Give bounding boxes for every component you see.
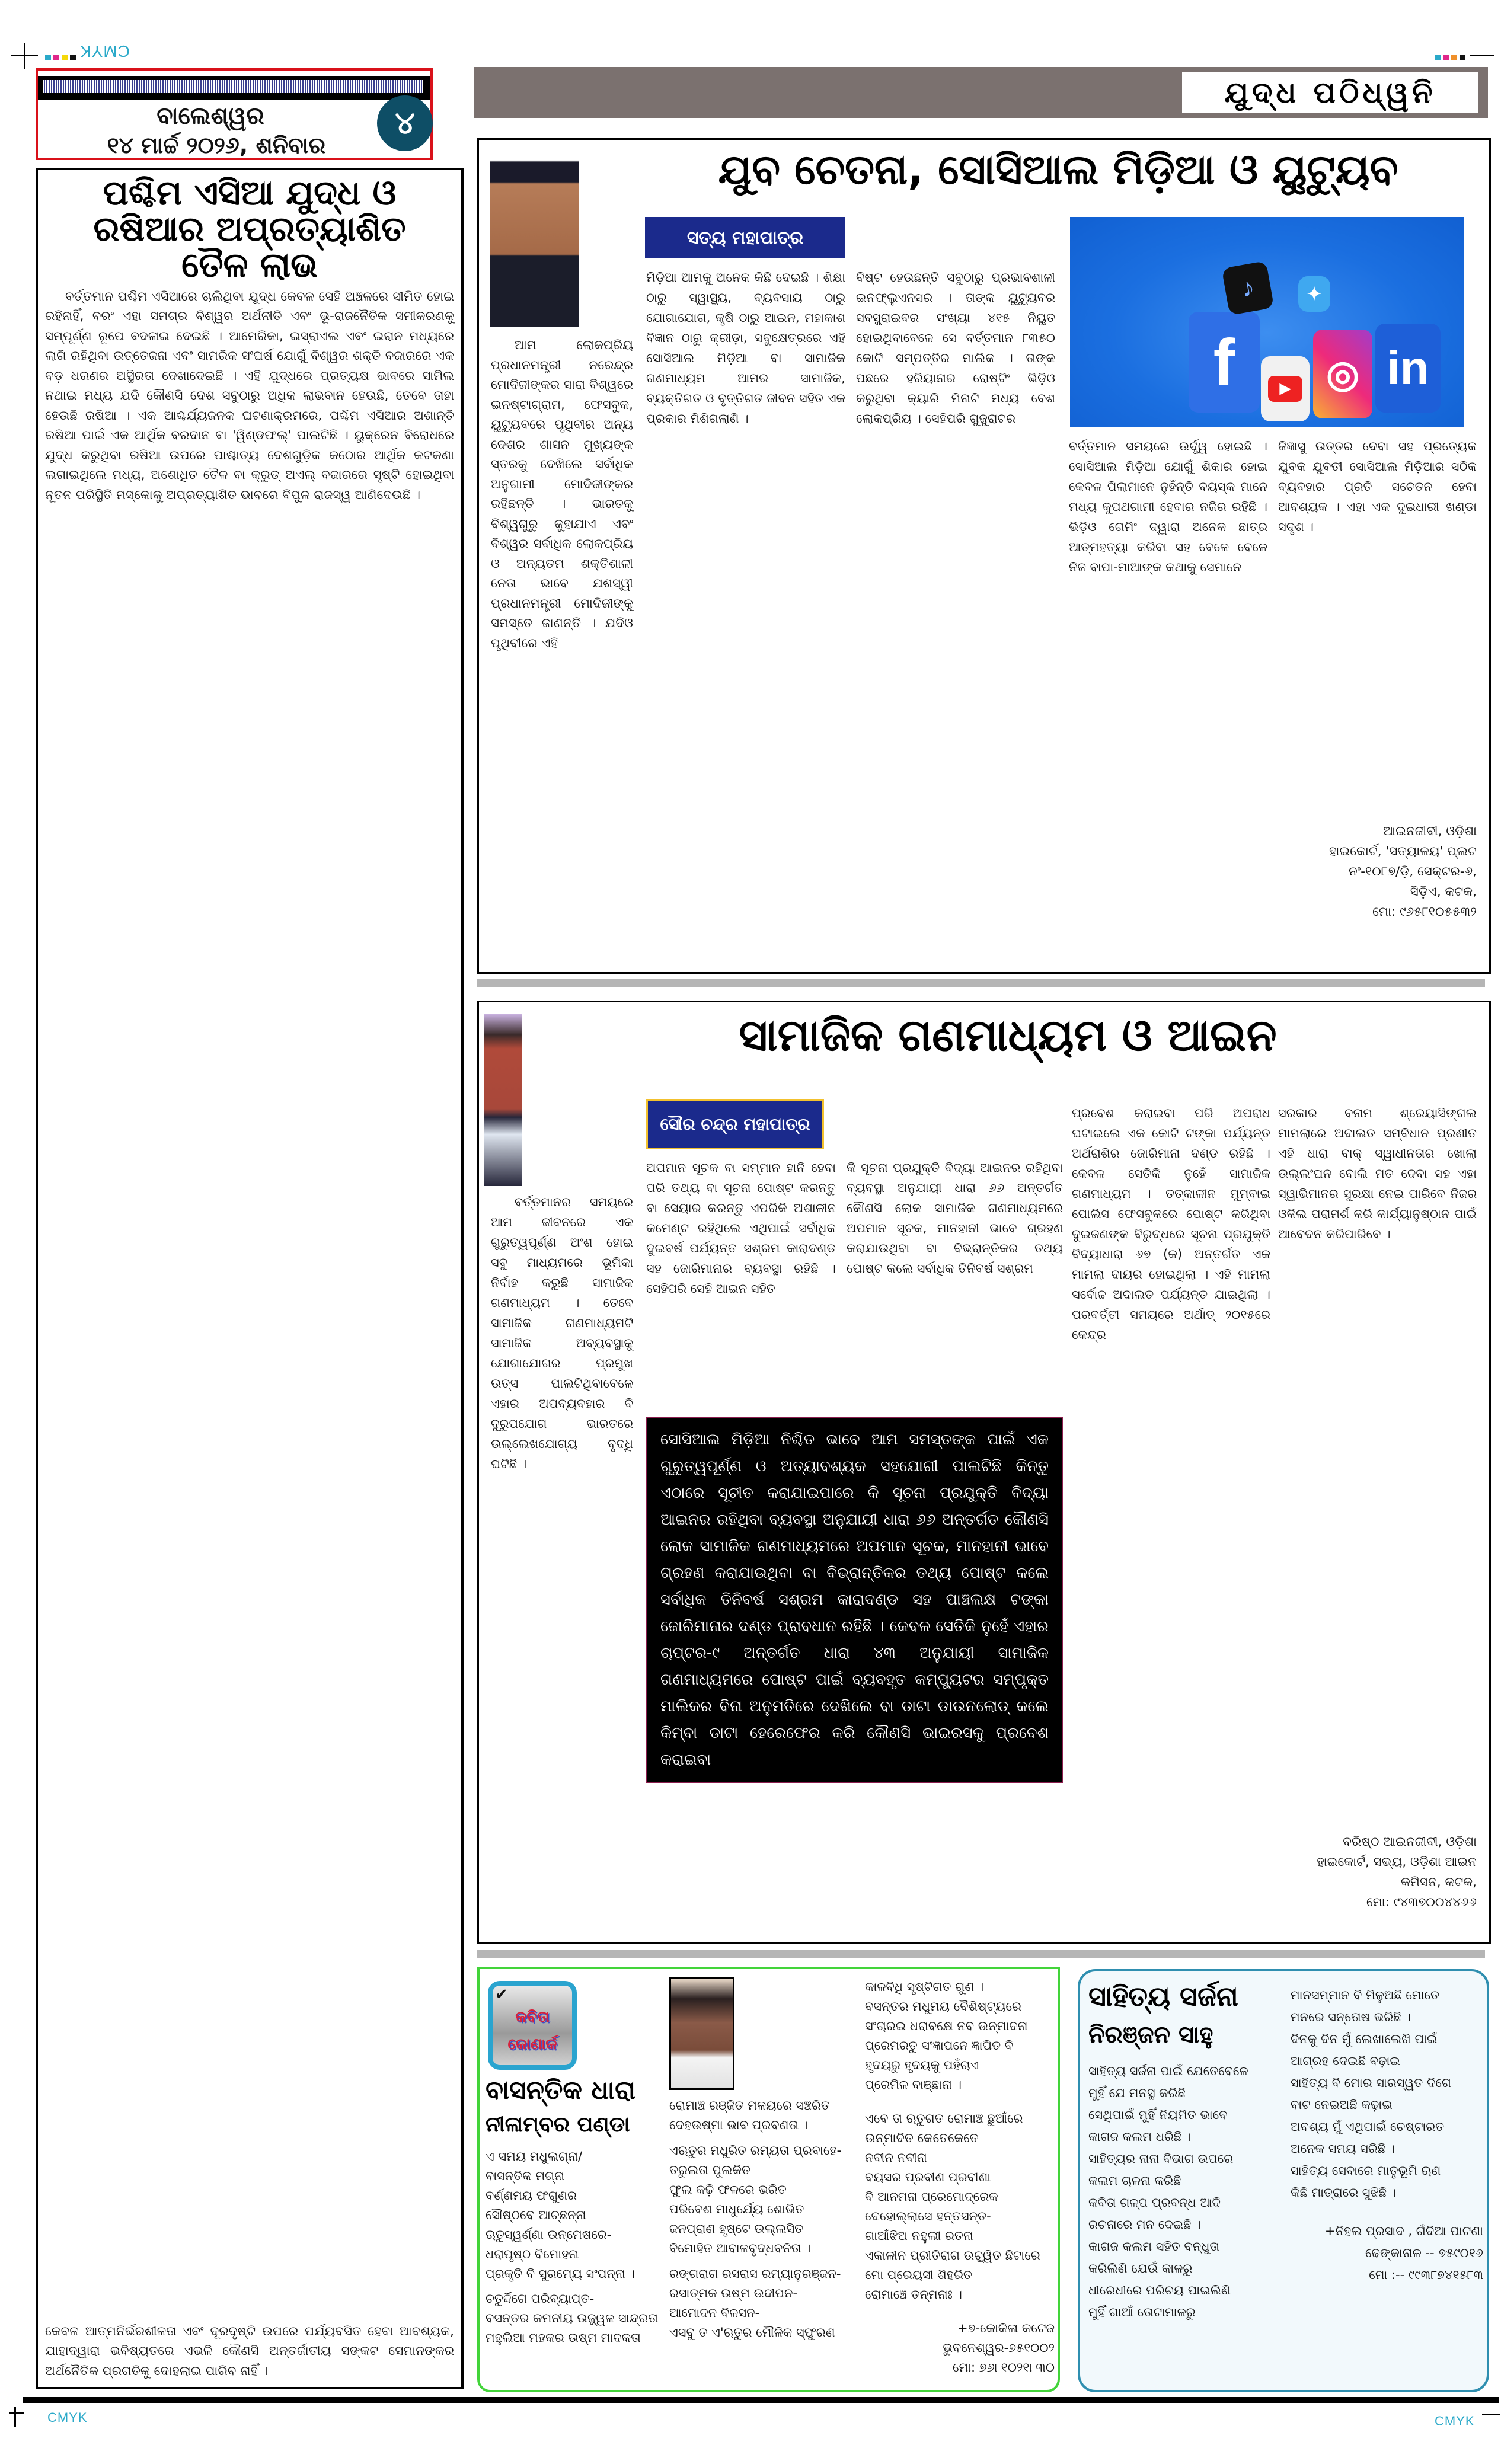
article-column-a: ମିଡ଼ିଆ ଆମକୁ ଅନେକ କିଛି ଦେଇଛି । ଶିକ୍ଷା ଠାରୁ ସ୍ୱାସ୍ଥ୍ୟ, ବ୍ୟବସାୟ ଠାରୁ ଯୋଗାଯୋଗ, କୃଷି ଠାରୁ ଆଇନ, ମହାକାଶ ବିଜ୍ଞାନ ଠାରୁ କ୍ରୀଡ଼ା, ସବୁକ୍ଷେତ୍ରରେ ଏହି ସୋସିଆଲ ମିଡ଼ିଆ ବା ସାମାଜିକ ଗଣମାଧ୍ୟମ ଆମର ସାମାଜିକ, ବ୍ୟକ୍ତିଗତ ଓ ବୃତ୍ତିଗତ ଜୀବନ ସହିତ ଏକ ପ୍ରକାର ମିଶିଗଲାଣି ।: [646, 270, 845, 426]
author-address: ଆଇନଜୀବୀ, ଓଡ଼ିଶା ହାଇକୋର୍ଟ, 'ସତ୍ୟାଳୟ' ପ୍ଲଟ ନଂ-୧୦୮୭/ଡ଼ି, ସେକ୍ଟର-୬, ସିଡ଼ିଏ, କଟକ, ମୋ: ୯୬୫୮୧୦୫୫୩୨: [1328, 824, 1477, 919]
page-number-badge: ୪: [377, 95, 433, 151]
poem-basantika-dhara: [477, 1967, 1060, 2392]
author-byline: ସତ୍ୟ ମହାପାତ୍ର: [645, 217, 845, 258]
tiktok-icon: ♪: [1222, 261, 1275, 315]
masthead-box: [36, 68, 433, 160]
edition-city: ବାଲେଶ୍ୱର: [157, 103, 264, 130]
page-bottom-rule: [23, 2397, 1499, 2403]
brand-band: [474, 67, 1488, 118]
poem-author: ନିରଞ୍ଜନ ସାହୁ: [1088, 2021, 1213, 2048]
poet-photo: [669, 1977, 734, 2090]
poem-stanza: ରଙ୍ଗରାଗ ରସରାସ ରମ୍ୟାନୁରଞ୍ଜନ- ରସାତ୍ମକ ଉଷ୍ମ ଉଦ୍ଦୀପନ- ଆମୋଦନ ବିଳସନ- ଏସବୁ ତ ଏ'ଋତୁର ମୌଳିକ ସ୍ଫୁରଣ: [669, 2267, 841, 2340]
poem-column: ମାନସମ୍ମାନ ବି ମିଳୁଅଛି ମୋତେ ମନରେ ସନ୍ତୋଷ ଭରିଛି । ଦିନକୁ ଦିନ ମୁଁ ଲେଖାଲେଖି ପାଇଁ ଆଗ୍ରହ ଦେଇଛି ବଢ଼ାଇ ସାହିତ୍ୟ ବି ମୋର ସାରସ୍ୱତ ଦିଗେ ବାଟ ନେଇଅଛି କଢ଼ାଇ ଅବଶ୍ୟ ମୁଁ ଏଥିପାଇଁ ଚେଷ୍ଟାରତ ଅନେକ ସମୟ ସରିଛି । ସାହିତ୍ୟ ସେବାରେ ମାତୃଭୂମି ଋଣ କିଛି ମାତ୍ରାରେ ସୁଝିଛି ।: [1291, 1988, 1451, 2200]
poem-stanza: କାଳବିଧି ସୃଷ୍ଟିଗତ ଗୁଣ । ବସନ୍ତର ମଧୁମୟ ବୈଶିଷ୍ଟ୍ୟରେ ସଂଚାରଇ ଧରାବକ୍ଷେ ନବ ଉନ୍ମାଦନା ପ୍ରେମରତୁ ସଂଜ୍ଞାପନେ ଜ୍ଞାପିତ ବି ହୃଦୟରୁ ହୃଦୟକୁ ପହଁଚାଏ ପ୍ରେମିଳ ବାଞ୍ଛାନା ।: [865, 1980, 1028, 2092]
author-byline: ସୌର ଚନ୍ଦ୍ର ମହାପାତ୍ର: [646, 1099, 824, 1149]
newspaper-logo: ଯୁଦ୍ଧ ପଠିଧ୍ୱନି: [1182, 72, 1478, 113]
article-column-b: କି ସୂଚନା ପ୍ରଯୁକ୍ତି ବିଦ୍ୟା ଆଇନର ରହିଥିବା ବ୍ୟବସ୍ଥା ଅନୁଯାୟୀ ଧାରା ୬୬ ଅନ୍ତର୍ଗତ କୌଣସି ଲୋକ ସାମାଜିକ ଗଣମାଧ୍ୟମରେ ଅପମାନ ସୂଚକ, ମାନହାନୀ ଭାବେ ଗ୍ରହଣ କରାଯାଉଥିବା ବା ବିଭ୍ରାନ୍ତିକର ତଥ୍ୟ ପୋଷ୍ଟ କଲେ ସର୍ବାଧିକ ତିନିବର୍ଷ ସଶ୍ରମ: [847, 1161, 1063, 1276]
article-oil-windfall: [36, 168, 464, 2389]
author-photo: [490, 146, 579, 327]
callout-quote-box: ସୋସିଆଲ ମିଡ଼ିଆ ନିଶ୍ଚିତ ଭାବେ ଆମ ସମସ୍ତଙ୍କ ପାଇଁ ଏକ ଗୁରୁତ୍ୱପୂର୍ଣ୍ଣ ଓ ଅତ୍ୟାବଶ୍ୟକ ସହଯୋଗୀ ପାଲଟିଛି କିନ୍ତୁ ଏଠାରେ ସୂଚୀତ କରାଯାଇପାରେ କି ସୂଚନା ପ୍ରଯୁକ୍ତି ବିଦ୍ୟା ଆଇନର ରହିଥିବା ବ୍ୟବସ୍ଥା ଅନୁଯାୟୀ ଧାରା ୬୬ ଅନ୍ତର୍ଗତ କୌଣସି ଲୋକ ସାମାଜିକ ଗଣମାଧ୍ୟମରେ ଅପମାନ ସୂଚକ, ମାନହାନୀ ଭାବେ ଗ୍ରହଣ କରାଯାଉଥିବା ବା ବିଭ୍ରାନ୍ତିକର ତଥ୍ୟ ପୋଷ୍ଟ କଲେ ସର୍ବାଧିକ ତିନିବର୍ଷ ସଶ୍ରମ କାରାଦଣ୍ଡ ସହ ପାଞ୍ଚଲକ୍ଷ ଟଙ୍କା ଜୋରିମାନାର ଦଣ୍ଡ ପ୍ରାବଧାନ ରହିଛି । କେବଳ ସେତିକି ନୁହେଁ ଏହାର ଚାପ୍ଟର-୯ ଅନ୍ତର୍ଗତ ଧାରା ୪୩ ଅନୁଯାୟୀ ସାମାଜିକ ଗଣମାଧ୍ୟମରେ ପୋଷ୍ଟ ପାଇଁ ବ୍ୟବହୃତ କମ୍ପ୍ୟୁଟର ସମ୍ପୃକ୍ତ ମାଲିକର ବିନା ଅନୁମତିରେ ଦେଖିଲେ ବା ଡାଟା ଡାଉନଲୋଡ୍ କଲେ କିମ୍ବା ଡାଟା ହେରେଫେର କରି କୌଣସି ଭାଇରସକୁ ପ୍ରବେଶ କରାଇବା: [646, 1417, 1063, 1783]
article-column-narrow: ଆମ ଲୋକପ୍ରିୟ ପ୍ରଧାନମନ୍ତ୍ରୀ ନରେନ୍ଦ୍ର ମୋଦିଜୀଙ୍କର ସାରା ବିଶ୍ୱରେ ଇନଷ୍ଟାଗ୍ରାମ, ଫେସବୁକ, ୟୁଟ୍ୟୁବରେ ପୃଥିବୀର ଅନ୍ୟ ଦେଶର ଶାସନ ମୁଖ୍ୟଙ୍କ ସ୍ତରକୁ ଦେଖିଲେ ସର୍ବାଧିକ ଅନୁଗାମୀ ମୋଦିଜୀଙ୍କର ରହିଛନ୍ତି । ଭାରତକୁ ବିଶ୍ୱଗୁରୁ କୁହାଯାଏ ଏବଂ ବିଶ୍ୱର ସର୍ବାଧିକ ଲୋକପ୍ରିୟ ଓ ଅନ୍ୟତମ ଶକ୍ତିଶାଳୀ ନେତା ଭାବେ ଯଶସ୍ୱୀ ପ୍ରଧାନମନ୍ତ୍ରୀ ମୋଦିଜୀଙ୍କୁ ସମସ୍ତେ ଜାଣନ୍ତି । ଯଦିଓ ପୃଥିବୀରେ ଏହି: [491, 338, 633, 651]
article-social-media-law: [477, 1001, 1491, 1944]
article-body: ବର୍ତ୍ତମାନ ପଶ୍ଚିମ ଏସିଆରେ ଚାଲିଥିବା ଯୁଦ୍ଧ କେବଳ ସେହି ଅଞ୍ଚଳରେ ସୀମିତ ହୋଇ ରହିନାହିଁ, ବରଂ ଏହା ସମଗ୍ର ବିଶ୍ୱର ଅର୍ଥନୀତି ଏବଂ ଭୂ-ରାଜନୈତିକ ସମୀକରଣକୁ ସମ୍ପୂର୍ଣ୍ଣ ରୂପେ ବଦଳାଇ ଦେଇଛି । ଆମେରିକା, ଇସ୍ରାଏଲ ଏବଂ ଇରାନ ମଧ୍ୟରେ ଲାଗି ରହିଥିବା ଉତ୍ତେଜନା ଏବଂ ସାମରିକ ସଂଘର୍ଷ ଯୋଗୁଁ ବିଶ୍ୱର ଶକ୍ତି ବଜାରରେ ଏକ ବଡ଼ ଧରଣର ଅସ୍ଥିରତା ଦେଖାଦେଇଛି । ଏହି ଯୁଦ୍ଧରେ ପ୍ରତ୍ୟକ୍ଷ ଭାବରେ ସାମିଲ ନଥାଇ ମଧ୍ୟ ଯଦି କୌଣସି ଦେଶ ସବୁଠାରୁ ଅଧିକ ଲାଭବାନ ହେଉଛି, ତେବେ ତାହା ହେଉଛି ରଷିଆ । ଏକ ଆଶ୍ଚର୍ଯ୍ୟଜନକ ଘଟଣାକ୍ରମରେ, ପଶ୍ଚିମ ଏସିଆର ଅଶାନ୍ତି ରଷିଆ ପାଇଁ ଏକ ଆର୍ଥିକ ବରଦାନ ବା 'ୱିଣ୍ଡଫଲ୍' ପାଲଟିଛି । ୟୁକ୍ରେନ ବିରୋଧରେ ଯୁଦ୍ଧ କରୁଥିବା ରଷିଆ ଉପରେ ପାଶ୍ଚାତ୍ୟ ଦେଶଗୁଡ଼ିକ କଠୋର ଆର୍ଥିକ କଟକଣା ଲଗାଇଥିଲେ ମଧ୍ୟ, ଅଶୋଧିତ ତୈଳ ବା କ୍ରୁଡ୍ ଅଏଲ୍ ବଜାରରେ ସୃଷ୍ଟି ହୋଇଥିବା ନୂତନ ପରିସ୍ଥିତି ମସ୍କୋକୁ ଅପ୍ରତ୍ୟାଶିତ ଭାବରେ ବିପୁଳ ରାଜସ୍ୱ ଆଣିଦେଉଛି ।: [45, 289, 454, 503]
poem-column: ସାହିତ୍ୟ ସର୍ଜନା ପାଇଁ ଯେତେବେଳେ ମୁହିଁ ଯେ ମନସ୍ଥ କରିଛି ସେଥିପାଇଁ ମୁହିଁ ନିୟମିତ ଭାବେ କାଗଜ କଲମ ଧରିଛି । ସାହିତ୍ୟର ନାନା ବିଭାଗ ଉପରେ କଲମ ଚାଳନା କରିଛି କବିତା ଗଳ୍ପ ପ୍ରବନ୍ଧ ଆଦି ରଚନାରେ ମନ ଦେଇଛି । କାଗଜ କଲମ ସହିତ ବନ୍ଧୁତା କରିଲିଣି ଯେଉଁ କାଳରୁ ଧୀରେଧୀରେ ପରିଚୟ ପାଇଲିଣି ମୁହିଁ ଗାଆଁ ତୋଟାମାଳରୁ: [1088, 2064, 1248, 2319]
checkmark-icon: ✔: [495, 1986, 508, 2003]
article-headline: ଯୁବ ଚେତନା, ସୋସିଆଲ ମିଡ଼ିଆ ଓ ୟୁଟ୍ୟୁବ: [718, 145, 1398, 194]
linkedin-icon: in: [1375, 324, 1441, 413]
poem-sahitya-sarjana: [1078, 1969, 1489, 2392]
edition-date: ୧୪ ମାର୍ଚ୍ଚ ୨୦୨୬, ଶନିବାର: [107, 132, 326, 158]
poem-stanza: ଏବେ ତା ଋତୁଗତ ରୋମାଞ୍ଚ ଛୁଆଁରେ ଉନ୍ମାଦିତ କେତେକେତେ ନବୀନ ନବୀନା ବୟସର ପ୍ରବୀଣ ପ୍ରବୀଣା ବି ଆନମନା ପ୍ରେମୋଦ୍ରେକ ଦେହୋଲ୍ଲାସେ ହନ୍ତସନ୍ତ- ଗାଆଁଝିଅ ନହୁଲୀ ରତନା ଏକାଳୀନ ପ୍ରୀତିରାଗ ଉଚ୍ଛ୍ୱିତ ଛିଟାରେ ମୋ ପ୍ରେୟସୀ ଶିହରିତ ରୋମାଞ୍ଚେ ତନ୍ମନାଃ ।: [865, 2111, 1040, 2302]
poem-author: ନୀଳାମ୍ବର ପଣ୍ଡା: [486, 2113, 630, 2137]
cmyk-label: CMYK: [79, 42, 130, 60]
poem-title: ସାହିତ୍ୟ ସର୍ଜନା: [1088, 1980, 1238, 2012]
author-photo: [484, 1014, 522, 1186]
article-column-a: ଅପମାନ ସୂଚକ ବା ସମ୍ମାନ ହାନି ହେବା ପରି ତଥ୍ୟ ବା ସୂଚନା ପୋଷ୍ଟ କରନ୍ତୁ ବା ସେୟାର କରନ୍ତୁ ଏପରିକି ଅଶାଳୀନ କମେଣ୍ଟ ରହିଥିଲେ ଏଥିପାଇଁ ସର୍ବାଧିକ ଦୁଇବର୍ଷ ପର୍ଯ୍ୟନ୍ତ ସଶ୍ରମ କାରାଦଣ୍ଡ ସହ ଜୋରିମାନାର ବ୍ୟବସ୍ଥା ରହିଛି । ସେହିପରି ସେହି ଆଇନ ସହିତ: [646, 1161, 836, 1296]
article-column-d: ଜିଜ୍ଞାସୁ ଉତ୍ତର ଦେବା ସହ ପ୍ରତ୍ୟେକ ଯୁବକ ଯୁବତୀ ସୋସିଆଲ ମିଡ଼ିଆର ସଠିକ ବ୍ୟବହାର ପ୍ରତି ସଚେତନ ହେବା ଆବଶ୍ୟକ । ଏହା ଏକ ଦୁଇଧାରୀ ଖଣ୍ଡା ସଦୃଶ ।: [1278, 439, 1477, 534]
article-youth-social-media: [477, 138, 1491, 974]
social-media-illustration: [1070, 217, 1464, 427]
poem-stanza: ରୋମାଞ୍ଚ ରଞ୍ଜିତ ମଳୟରେ ସଞ୍ଚରିତ ଦେହଉଷ୍ମା ଭାବ ପ୍ରବଣତା ।: [669, 2098, 830, 2132]
kabita-konark-logo: ✔ କବିତା କୋଣାର୍କ: [488, 1981, 577, 2070]
youtube-icon: ▶: [1261, 356, 1310, 421]
cmyk-label: CMYK: [1435, 2414, 1475, 2428]
poem-stanza: ଏ ସମୟ ମଧୁଲଗ୍ନା/ ବାସନ୍ତିକ ମଗ୍ନା ବର୍ଣ୍ଣମୟ ଫଗୁଣର ସୌଷ୍ଠବେ ଆଚ୍ଛନ୍ନା ଋତୁସ୍ୱର୍ଣ୍ଣା ଉନ୍ମେଷରେ- ଧରାପୃଷ୍ଠ ବିମୋହନା ପ୍ରକୃତି ବି ସୁରମ୍ୟେ ସଂପନ୍ନା ।: [486, 2149, 635, 2281]
cmyk-label: CMYK: [47, 2410, 88, 2425]
poet-address: +ନିହଲ ପ୍ରସାଦ , ଗଁଦିଆ ପାଟଣା ଢେଙ୍କାନାଳ -- ୭୫୯୦୧୬ ମୋ :-- ୯୯୩୮୭୪୧୫୮୩: [1324, 2224, 1483, 2282]
article-column-d: ସରକାର ବନାମ ଶ୍ରେୟାସିଙ୍ଗଲ ମାମଲାରେ ଅଦାଲତ ସମ୍ବିଧାନ ପ୍ରଣୀତ ଏହି ଧାରା ବାକ୍ ସ୍ୱାଧୀନତାର ଖୋଲା ଉଲ୍ଲଂଘନ ବୋଲି ମତ ଦେବା ସହ ଏହା ସ୍ୱାଭିମାନର ସୁରକ୍ଷା ନେଇ ପାରିବେ ନିଜର ଓକିଲ ପରାମର୍ଶ କରି କାର୍ଯ୍ୟାନୁଷ୍ଠାନ ପାଇଁ ଆବେଦନ କରିପାରିବେ ।: [1278, 1106, 1477, 1241]
article-closing: କେବଳ ଆତ୍ମନିର୍ଭରଶୀଳତା ଏବଂ ଦୂରଦୃଷ୍ଟି ଉପରେ ପର୍ଯ୍ୟବସିତ ହେବା ଆବଶ୍ୟକ, ଯାହାଦ୍ୱାରା ଭବିଷ୍ୟତରେ ଏଭଳି କୌଣସି ଅନ୍ତର୍ଜାତୀୟ ସଙ୍କଟ ସେମାନଙ୍କର ଅର୍ଥନୈତିକ ପ୍ରଗତିକୁ ଦୋହଲାଇ ପାରିବ ନାହିଁ ।: [45, 2324, 454, 2379]
section-divider: [477, 1950, 1485, 1958]
article-column-c: ବର୍ତ୍ତମାନ ସମୟରେ ଉର୍ଦ୍ଧ୍ୱ ହୋଇଛି । ସୋସିଆଲ ମିଡ଼ିଆ ଯୋଗୁଁ ଶିକାର ହୋଇ କେବଳ ପିଲାମାନେ ନୁହଁନ୍ତି ବୟସ୍କ ମାନେ ମଧ୍ୟ କୁପଥଗାମୀ ହେବାର ନଜିର ରହିଛି । ଭିଡ଼ିଓ ଗେମିଂ ଦ୍ୱାରା ଅନେକ ଛାତ୍ର ଆତ୍ମହତ୍ୟା କରିବା ସହ ବେଳେ ବେଳେ ନିଜ ବାପା-ମାଆଙ୍କ କଥାକୁ ସେମାନେ: [1069, 439, 1267, 574]
facebook-icon: f: [1189, 312, 1260, 413]
article-headline: ପଶ୍ଚିମ ଏସିଆ ଯୁଦ୍ଧ ଓ ରଷିଆର ଅପ୍ରତ୍ୟାଶିତ ତୈଳ ଲାଭ: [93, 172, 406, 285]
poem-title: ବାସନ୍ତିକ ଧାରା: [486, 2075, 636, 2105]
author-address: ବରିଷ୍ଠ ଆଇନଜୀବୀ, ଓଡ଼ିଶା ହାଇକୋର୍ଟ, ସଭ୍ୟ, ଓଡ଼ିଶା ଆଇନ କମିସନ, କଟକ, ମୋ: ୯୪୩୭୦୦୪୪୬୬: [1317, 1835, 1477, 1910]
instagram-icon: ◎: [1313, 330, 1372, 418]
poem-stanza: ଏଋତୁର ମଧୁରିତ ରମ୍ୟତା ପ୍ରବାହେ- ତରୁଲତା ପୁଲକିତ ଫୁଲ କଢ଼ି ଫଳରେ ଭରିତ ପରିବେଶ ମାଧୁର୍ଯ୍ୟେ ଶୋଭିତ ଜନପ୍ରାଣ ହୃଷ୍ଟେ ଉଲ୍ଲସିତ ବିମୋହିତ ଆବାଳବୃଦ୍ଧବନିତା ।: [669, 2143, 842, 2255]
article-headline: ସାମାଜିକ ଗଣମାଧ୍ୟମ ଓ ଆଇନ: [739, 1010, 1277, 1061]
article-column-b: ବିଷ୍ଟ ହେଉଛନ୍ତି ସବୁଠାରୁ ପ୍ରଭାବଶାଳୀ ଇନଫ୍ଲୁଏନସର । ତାଙ୍କ ୟୁଟ୍ୟୁବର ସବସ୍କ୍ରାଇବର ସଂଖ୍ୟା ୪୧୫ ନିୟୁତ ହୋଇଥିବାବେଳେ ସେ ବର୍ତ୍ତମାନ ୮୩୫୦ କୋଟି ସମ୍ପତ୍ତିର ମାଲିକ । ତାଙ୍କ ପଛରେ ହରିୟାନାର ରୋଷ୍ଟିଂ ଭିଡ଼ିଓ କରୁଥିବା କ୍ୟାରି ମିନାଟି ମଧ୍ୟ ବେଶ ଲୋକପ୍ରିୟ । ସେହିପରି ଗୁଜୁରାଟର: [856, 270, 1055, 426]
poem-stanza: ଚତୁର୍ଦ୍ଦିଗେ ପରିବ୍ୟାପ୍ତ- ବସନ୍ତର କମନୀୟ ଉଜ୍ଜ୍ୱଳ ସାନ୍ଦ୍ରତା ମହୁଲିଆ ମହକର ଉଷ୍ମ ମାଦକତା: [486, 2292, 658, 2345]
poet-address: +୭-କୋକିଳା କଟେଜ ଭୁବନେଶ୍ୱର-୭୫୧୦୦୨ ମୋ: ୭୬୮୧୦୨୧୮୩୦: [943, 2321, 1055, 2374]
masthead-barcode-strip: [38, 76, 430, 100]
article-column-c: ପ୍ରବେଶ କରାଇବା ପରି ଅପରାଧ ଘଟାଇଲେ ଏକ କୋଟି ଟଙ୍କା ପର୍ଯ୍ୟନ୍ତ ଅର୍ଥରାଶିର ଜୋରିମାନା ଦଣ୍ଡ ରହିଛି । କେବଳ ସେତିକି ନୁହେଁ ସାମାଜିକ ଗଣମାଧ୍ୟମ । ତତ୍କାଳୀନ ମୁମ୍ବାଇ ପୋଲିସ ଫେସବୁକରେ ପୋଷ୍ଟ କରିଥିବା ଦୁଇଜଣଙ୍କ ବିରୁଦ୍ଧରେ ସୂଚନା ପ୍ରଯୁକ୍ତି ବିଦ୍ୟାଧାରା ୬୭ (କ) ଅନ୍ତର୍ଗତ ଏକ ମାମଲା ଦାୟର ହୋଇଥିଲା । ଏହି ମାମଲା ସର୍ବୋଚ୍ଚ ଅଦାଲତ ପର୍ଯ୍ୟନ୍ତ ଯାଇଥିଲା । ପରବର୍ତ୍ତୀ ସମୟରେ ଅର୍ଥାତ୍ ୨୦୧୫ରେ କେନ୍ଦ୍ର: [1072, 1106, 1270, 1342]
twitter-icon: ✦: [1298, 276, 1330, 312]
section-divider: [477, 979, 1485, 987]
article-column-narrow: ବର୍ତ୍ତମାନର ସମୟରେ ଆମ ଜୀବନରେ ଏକ ଗୁରୁତ୍ୱପୂର୍ଣ୍ଣ ଅଂଶ ହୋଇ ସବୁ ମାଧ୍ୟମରେ ଭୂମିକା ନିର୍ବାହ କରୁଛି ସାମାଜିକ ଗଣମାଧ୍ୟମ । ତେବେ ସାମାଜିକ ଗଣମାଧ୍ୟମଟି ସାମାଜିକ ଅବ୍ୟବସ୍ଥାକୁ ଯୋଗାଯୋଗର ପ୍ରମୁଖ ଉତ୍ସ ପାଲଟିଥିବାବେଳେ ଏହାର ଅପବ୍ୟବହାର ବି ଦୁରୁପଯୋଗ ଭାରତରେ ଉଲ୍ଲେଖଯୋଗ୍ୟ ବୃଦ୍ଧି ଘଟିଛି ।: [491, 1195, 633, 1471]
